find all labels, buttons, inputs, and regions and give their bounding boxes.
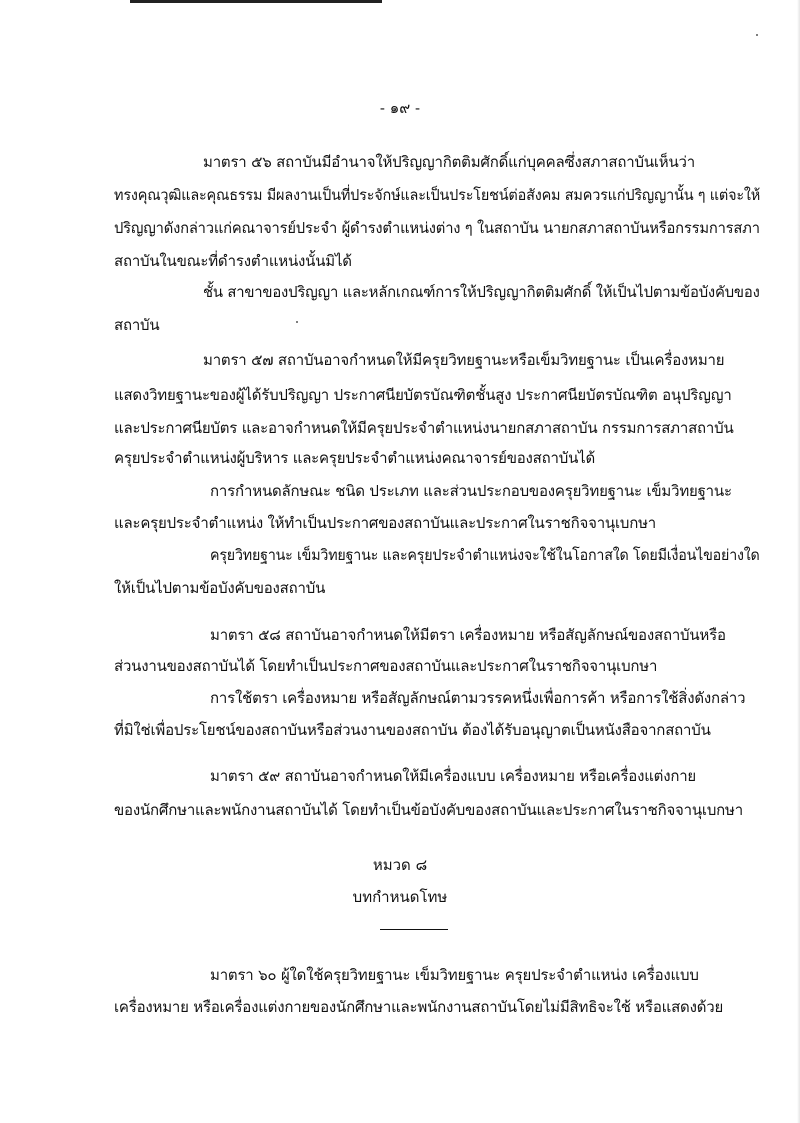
section-56-line: สถาบันในขณะที่ดำรงตำแหน่งนั้นมิได้ (114, 252, 352, 270)
section-56-heading-line: มาตรา ๕๖ สถาบันมีอำนาจให้ปริญญากิตติมศักดิ์แก่บุคคลซึ่งสภาสถาบันเห็นว่า (203, 153, 695, 171)
page-number: - ๑๙ - (379, 99, 421, 117)
scan-artifact-dot (756, 34, 758, 36)
section-57-paragraph-3: ครุยวิทยฐานะ เข็มวิทยฐานะ และครุยประจำตำแหน่งจะใช้ในโอกาสใด โดยมีเงื่อนไขอย่างใด (210, 546, 760, 564)
section-57-paragraph-2: การกำหนดลักษณะ ชนิด ประเภท และส่วนประกอบของครุยวิทยฐานะ เข็มวิทยฐานะ (210, 482, 732, 500)
section-59-line: ของนักศึกษาและพนักงานสถาบันได้ โดยทำเป็นข้อบังคับของสถาบันและประกาศในราชกิจจานุเบกษา (114, 801, 743, 819)
chapter-divider (380, 929, 448, 930)
section-57-line: และประกาศนียบัตร และอาจกำหนดให้มีครุยประจำตำแหน่งนายกสภาสถาบัน กรรมการสภาสถาบัน (114, 419, 734, 437)
section-57-line: ครุยประจำตำแหน่งผู้บริหาร และครุยประจำตำแหน่งคณาจารย์ของสถาบันได้ (114, 449, 596, 467)
section-60-line: เครื่องหมาย หรือเครื่องแต่งกายของนักศึกษาและพนักงานสถาบันโดยไม่มีสิทธิจะใช้ หรือแสดงด้วย (114, 998, 724, 1016)
section-58-paragraph-2: การใช้ตรา เครื่องหมาย หรือสัญลักษณ์ตามวรรคหนึ่งเพื่อการค้า หรือการใช้สิ่งดังกล่าว (210, 689, 746, 707)
section-58-line: ที่มิใช่เพื่อประโยชน์ของสถาบันหรือส่วนงานของสถาบัน ต้องได้รับอนุญาตเป็นหนังสือจากสถาบัน (114, 721, 711, 739)
chapter-number: หมวด ๘ (372, 856, 428, 874)
scan-artifact-dot (296, 321, 298, 323)
scan-artifact-top-line (130, 0, 382, 3)
section-58-line: ส่วนงานของสถาบันได้ โดยทำเป็นประกาศของสถาบันและประกาศในราชกิจจานุเบกษา (114, 657, 658, 675)
chapter-title: บทกำหนดโทษ (352, 888, 448, 906)
section-59-heading-line: มาตรา ๕๙ สถาบันอาจกำหนดให้มีเครื่องแบบ เครื่องหมาย หรือเครื่องแต่งกาย (210, 767, 697, 785)
section-57-line: แสดงวิทยฐานะของผู้ได้รับปริญญา ประกาศนียบัตรบัณฑิตชั้นสูง ประกาศนียบัตรบัณฑิต อนุปริญญา (114, 386, 732, 404)
section-56-line: ปริญญาดังกล่าวแก่คณาจารย์ประจำ ผู้ดำรงตำแหน่งต่าง ๆ ในสถาบัน นายกสภาสถาบันหรือกรรมการสภา (114, 219, 760, 237)
section-56-paragraph-2: ชั้น สาขาของปริญญา และหลักเกณฑ์การให้ปริญญากิตติมศักดิ์ ให้เป็นไปตามข้อบังคับของ (203, 283, 760, 301)
section-57-line: และครุยประจำตำแหน่ง ให้ทำเป็นประกาศของสถาบันและประกาศในราชกิจจานุเบกษา (114, 514, 657, 532)
section-56-line: ทรงคุณวุฒิและคุณธรรม มีผลงานเป็นที่ประจักษ์และเป็นประโยชน์ต่อสังคม สมควรแก่ปริญญานั้น ๆ แต่จะให้ (114, 186, 761, 204)
section-57-line: ให้เป็นไปตามข้อบังคับของสถาบัน (114, 579, 326, 597)
section-60-heading-line: มาตรา ๖๐ ผู้ใดใช้ครุยวิทยฐานะ เข็มวิทยฐานะ ครุยประจำตำแหน่ง เครื่องแบบ (210, 966, 699, 984)
section-57-heading-line: มาตรา ๕๗ สถาบันอาจกำหนดให้มีครุยวิทยฐานะหรือเข็มวิทยฐานะ เป็นเครื่องหมาย (203, 351, 725, 369)
section-58-heading-line: มาตรา ๕๘ สถาบันอาจกำหนดให้มีตรา เครื่องหมาย หรือสัญลักษณ์ของสถาบันหรือ (210, 626, 726, 644)
section-56-line: สถาบัน (114, 316, 160, 334)
